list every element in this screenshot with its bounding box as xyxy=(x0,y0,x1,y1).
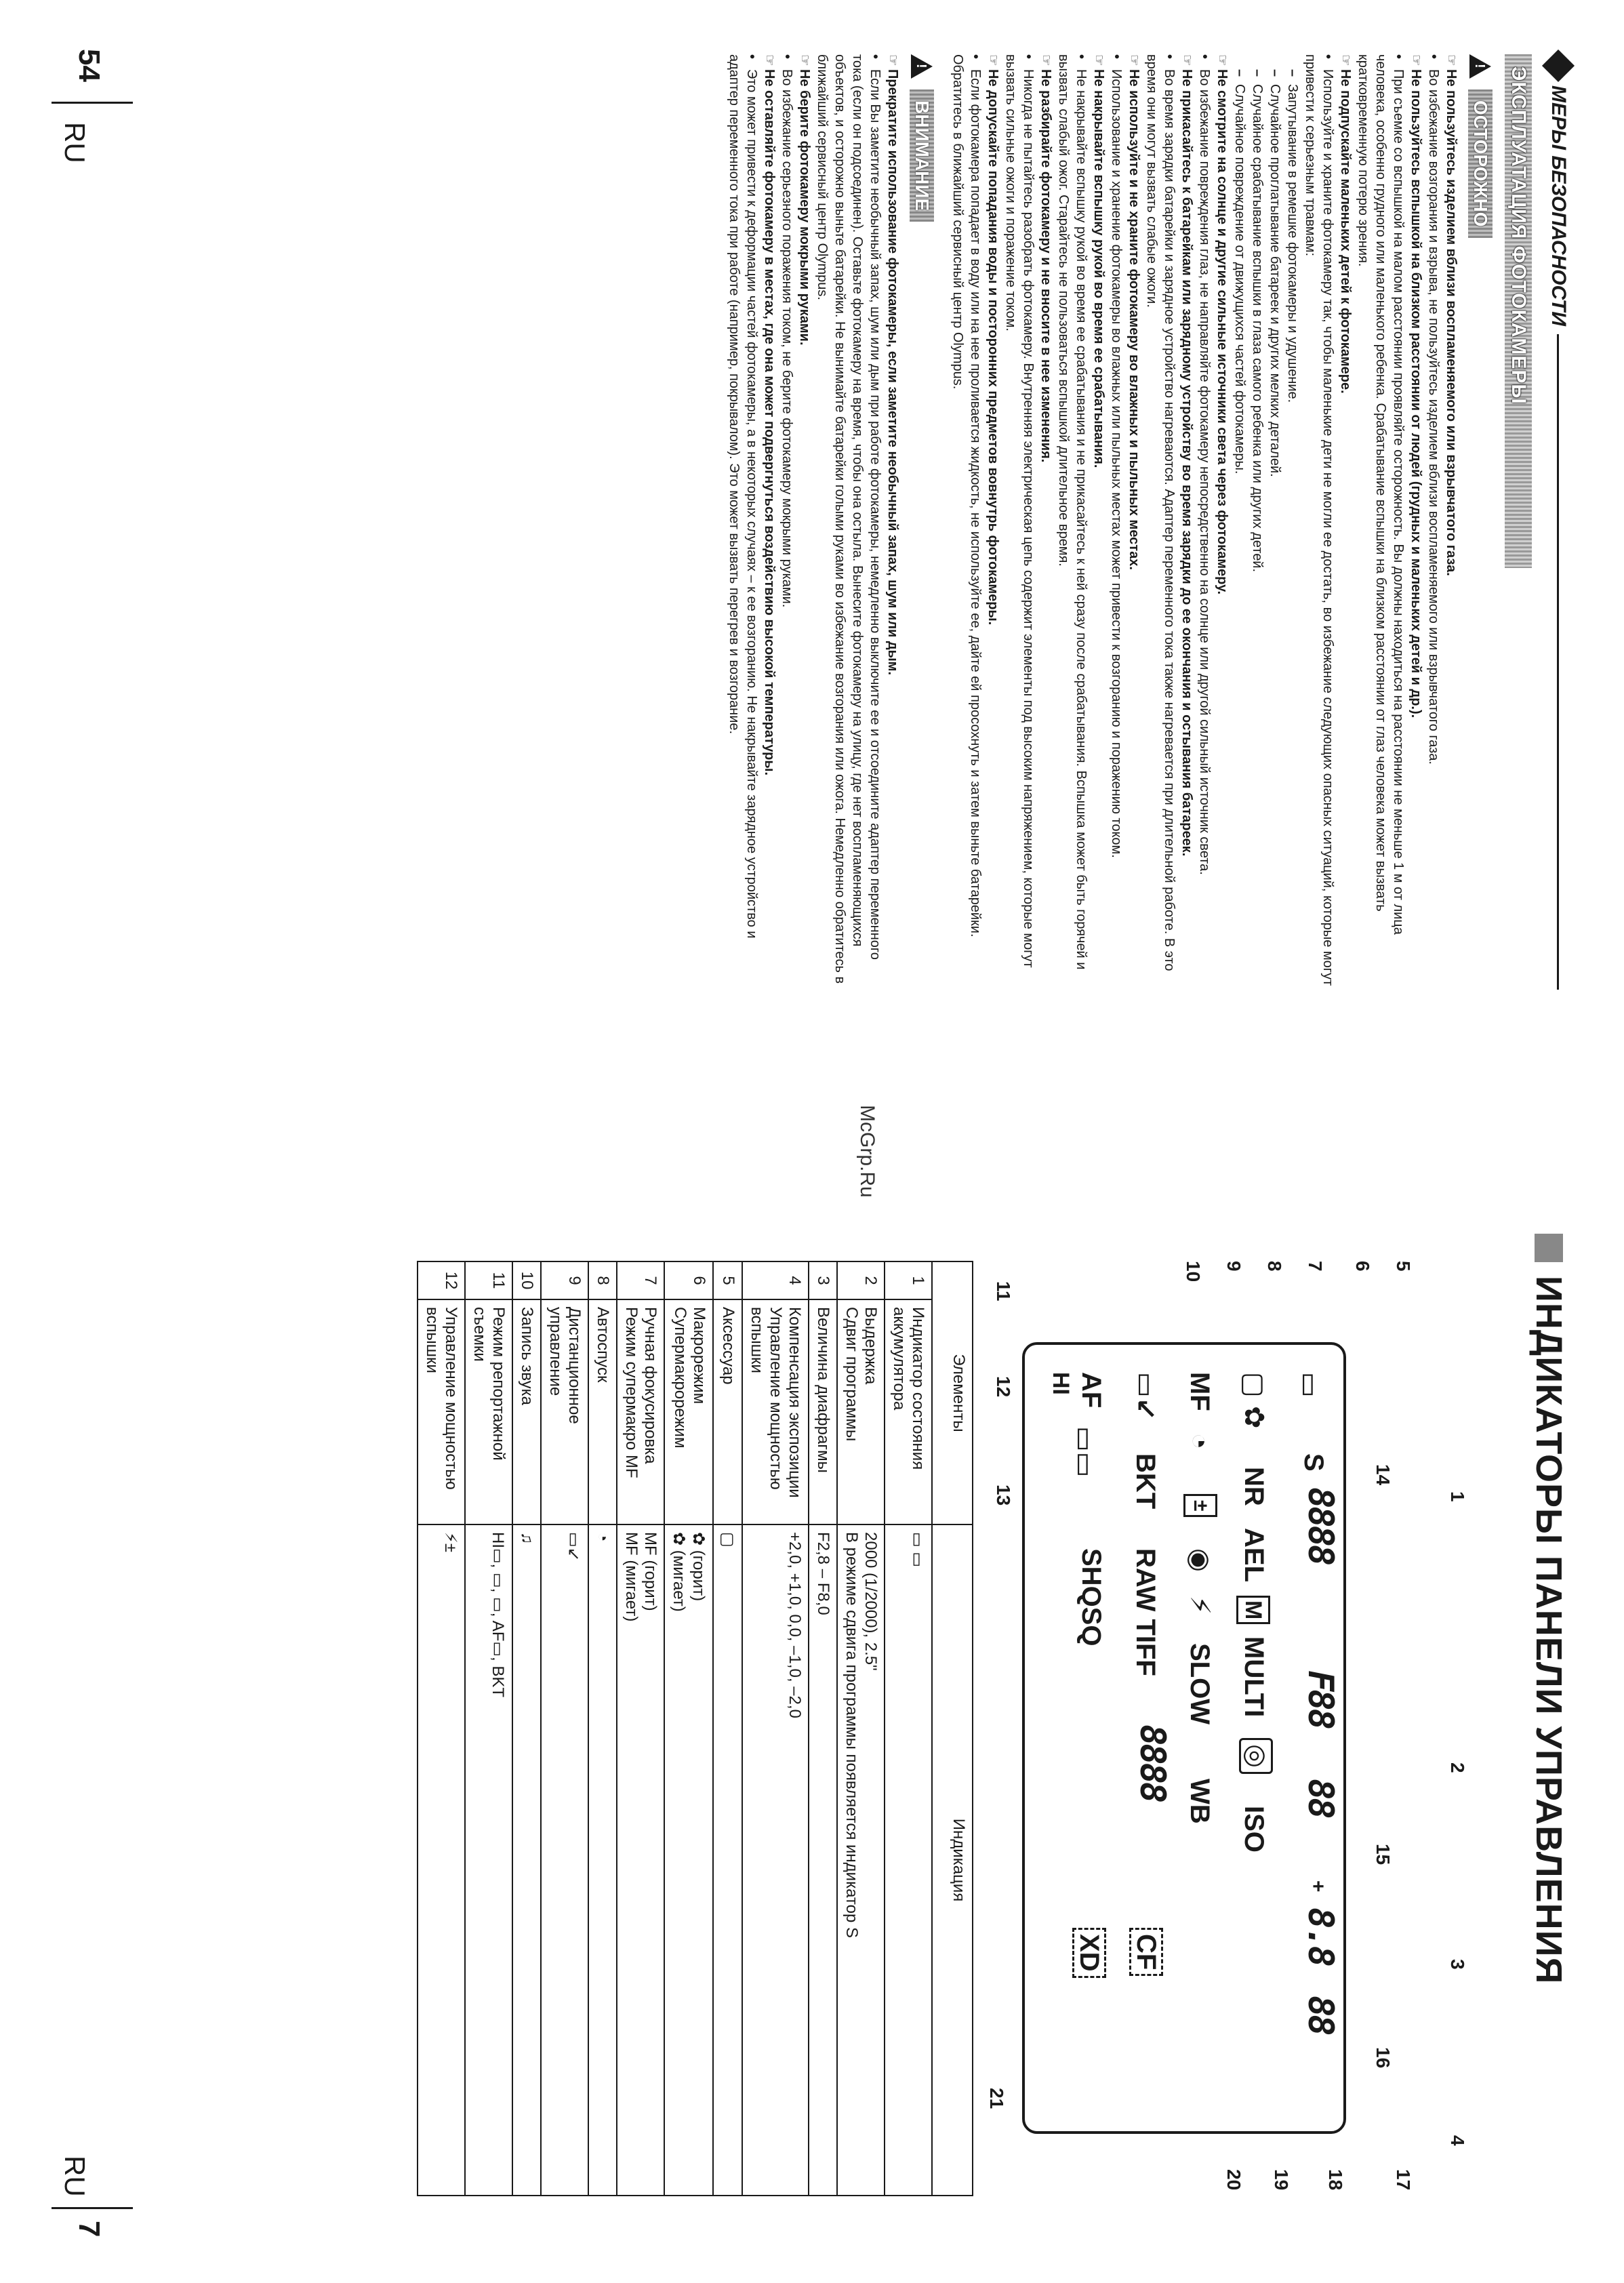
dash-marker: – xyxy=(1267,69,1282,77)
callout-number: 6 xyxy=(1352,1261,1373,1272)
flash-icon: ⚡ xyxy=(1185,1596,1215,1615)
indicators-page xyxy=(92,1234,1570,2210)
safety-item-text: Используйте и храните фотокамеру так, чтобы маленькие дети не могли ее достать, во избежание следующих опасных ситуаций, которые могут привести к серьезным травмам: xyxy=(1303,54,1335,986)
arrow-icon: ☞ xyxy=(1091,54,1106,66)
arrow-icon: ☞ xyxy=(1444,54,1459,66)
dash-marker: – xyxy=(1250,69,1265,77)
safety-item xyxy=(813,54,884,990)
m-box-indicator: M xyxy=(1236,1596,1270,1624)
callout-number: 11 xyxy=(993,1281,1014,1301)
safety-header xyxy=(1547,54,1570,990)
table-row xyxy=(809,1261,837,2196)
caution-label: ОСТОРОЖНО xyxy=(1468,89,1493,238)
watermark: McGrp.Ru xyxy=(856,1105,878,1198)
warning-label: ВНИМАНИЕ xyxy=(910,89,934,222)
iso-indicator: ISO xyxy=(1239,1806,1269,1853)
safety-item xyxy=(1337,54,1354,990)
row-indication: ▢ xyxy=(713,1524,742,2196)
safety-item-text: При съемке со вспышкой на малом расстоянии проявляйте осторожность. Вы должны находиться на расстоянии не меньше 1 м от лица человека, особенно грудного или маленького ребенка. Срабатывание вспышки на близком расстоянии от глаз человека может вызвать кратковременную потерю зрения. xyxy=(1356,54,1406,935)
row-indication: ⚡± xyxy=(418,1524,465,2196)
table-row xyxy=(664,1261,713,2196)
row-indication: ◔ xyxy=(588,1524,617,2196)
row-element: Выдержка Сдвиг программы xyxy=(837,1299,885,1524)
column-header-elements: Элементы xyxy=(932,1261,973,1524)
table-row xyxy=(588,1261,617,2196)
warning-triangle-icon xyxy=(1469,54,1491,79)
row-element: Ручная фокусировка Режим супермакро MF xyxy=(617,1299,664,1524)
page-lang-right: RU xyxy=(59,2156,91,2197)
row-indication: HI▭, ▭, ▭, AF▭, BKT xyxy=(465,1524,512,2196)
bullet-icon: • xyxy=(1109,54,1124,60)
red-eye-icon: ◉ xyxy=(1185,1548,1215,1572)
arrow-icon: ☞ xyxy=(1038,54,1053,66)
row-element: Величина диафрагмы xyxy=(809,1299,837,1524)
safety-item-text: Запутывание в ремешке фотокамеры и удушение. xyxy=(1285,84,1300,403)
indicator-table xyxy=(417,1261,973,2196)
cf-card-indicator: CF xyxy=(1129,1928,1163,1976)
accessory-icon: ▢ xyxy=(1239,1372,1269,1398)
row-number: 8 xyxy=(588,1261,617,1299)
metering-icon: ◎ xyxy=(1239,1738,1273,1774)
warning-label-row xyxy=(910,54,934,990)
column-header-indication: Индикация xyxy=(932,1524,973,2196)
safety-item-text: Во избежание повреждения глаз, не направляйте фотокамеру непосредственно на солнце или другой сильный источник света. xyxy=(1197,69,1212,875)
battery-icon: ▭ xyxy=(1295,1372,1324,1398)
safety-item-text: Использование и хранение фотокамеры во влажных или пыльных местах может привести к возгоранию и поражению током. xyxy=(1109,69,1124,858)
safety-item-text: Не пользуйтесь вспышкой на близком расстоянии от людей (грудных и маленьких детей и др.). xyxy=(1408,69,1423,719)
mf-indicator: MF xyxy=(1185,1372,1215,1411)
warning-triangle-icon xyxy=(911,54,933,79)
safety-item xyxy=(1301,54,1337,990)
callout-number: 7 xyxy=(1305,1261,1326,1272)
slow-indicator: SLOW xyxy=(1185,1643,1215,1724)
page-lang-left: RU xyxy=(59,122,91,163)
page-divider-right xyxy=(52,2207,133,2209)
control-panel-lcd xyxy=(1022,1342,1346,2134)
nr-indicator: NR xyxy=(1239,1467,1269,1506)
multi-indicator: MULTI xyxy=(1239,1636,1269,1718)
callout-number: 17 xyxy=(1393,2169,1414,2191)
bullet-icon: • xyxy=(1391,54,1406,60)
flash-comp-icon: ± xyxy=(1183,1494,1217,1517)
aperture-display: F88 xyxy=(1300,1670,1341,1728)
page-number-left: 54 xyxy=(73,49,106,82)
row-number: 3 xyxy=(809,1261,837,1299)
self-timer-icon: ◔ xyxy=(1185,1433,1215,1450)
remote-icon: ▭↙ xyxy=(1131,1372,1160,1421)
safety-item-text: Во избежание возгорания и взрыва, не пользуйтесь изделием вблизи воспламеняемого или взрывчатого газа. xyxy=(1426,69,1441,765)
table-row xyxy=(541,1261,588,2196)
safety-item-text: Это может привести к деформации частей фотокамеры, а в некоторых случаях – к ее возгоранию. Не накрывайте зарядное устройство и адаптер переменного тока при работе (например, покрывалом). Это может вызвать перегрев и возгорание. xyxy=(727,54,759,939)
bullet-icon: • xyxy=(1162,54,1177,60)
row-element: Автоспуск xyxy=(588,1299,617,1524)
row-indication: F2,8 – F8,0 xyxy=(809,1524,837,2196)
callout-number: 16 xyxy=(1373,2047,1394,2069)
arrow-icon: ☞ xyxy=(1338,54,1353,66)
title-square-icon xyxy=(1535,1234,1563,1262)
callout-number: 12 xyxy=(993,1376,1014,1398)
safety-item xyxy=(1284,54,1301,990)
indicator-table-body xyxy=(418,1261,932,2196)
safety-item xyxy=(1231,54,1249,990)
safety-item-text: Прекратите использование фотокамеры, если заметите необычный запах, шум или дым. xyxy=(885,69,900,676)
row-element: Макрорежим Супермакрорежим xyxy=(664,1299,713,1524)
table-header-row xyxy=(932,1261,973,2196)
bullet-icon: • xyxy=(1197,54,1212,60)
row-element: Дистанционное управление xyxy=(541,1299,588,1524)
safety-item xyxy=(984,54,1002,990)
row-indication: ♫ xyxy=(512,1524,541,2196)
safety-item-text: Не оставляйте фотокамеру в местах, где она может подвергнуться воздействию высокой температуры. xyxy=(762,69,777,776)
raw-tiff-indicator: RAW TIFF xyxy=(1131,1548,1160,1676)
table-row xyxy=(512,1261,541,2196)
diamond-icon xyxy=(1542,49,1575,82)
callout-number: 13 xyxy=(993,1484,1014,1506)
row-number: 12 xyxy=(418,1261,465,1299)
header-rule xyxy=(1558,334,1560,990)
row-indication: ✿ (горит) ✿ (мигает) xyxy=(664,1524,713,2196)
safety-item-text: Если фотокамера попадает в воду или на нее проливается жидкость, не используйте ее, дайте ей просохнуть и затем выньте батарейки. Обратитесь в ближайший сервисный центр Olympus. xyxy=(950,54,983,937)
warning-list xyxy=(725,54,901,990)
row-number: 2 xyxy=(837,1261,885,1299)
table-row xyxy=(713,1261,742,2196)
page-number-right: 7 xyxy=(73,2221,106,2238)
row-number: 10 xyxy=(512,1261,541,1299)
row-indication: MF (горит) MF (мигает) xyxy=(617,1524,664,2196)
bullet-icon: • xyxy=(1426,54,1441,60)
callout-number: 2 xyxy=(1447,1762,1468,1773)
callout-number: 18 xyxy=(1325,2169,1346,2191)
safety-item-text: Не подпускайте маленьких детей к фотокамере. xyxy=(1338,69,1353,394)
safety-item xyxy=(1213,54,1231,990)
bullet-icon: • xyxy=(1074,54,1089,60)
arrow-icon: ☞ xyxy=(1215,54,1230,66)
row-indication: ▭↙ xyxy=(541,1524,588,2196)
wb-indicator: WB xyxy=(1185,1779,1215,1824)
safety-item xyxy=(1249,54,1266,990)
arrow-icon: ☞ xyxy=(986,54,1000,66)
safety-item-text: Не накрывайте вспышку рукой во время ее срабатывания и не прикасайтесь к ней сразу после срабатывания. Вспышка может быть горячей и вызвать слабый ожог. Старайтесь не пользоваться вспышкой длительное время. xyxy=(1056,54,1089,970)
safety-item-text: Не берите фотокамеру мокрыми руками. xyxy=(797,69,812,346)
row-number: 9 xyxy=(541,1261,588,1299)
safety-item-text: Не допускайте попадания воды и посторонних предметов вовнутрь фотокамеры. xyxy=(986,69,1000,626)
row-element: Управление мощностью вспышки xyxy=(418,1299,465,1524)
safety-item-text: Случайное повреждение от движущихся частей фотокамеры. xyxy=(1232,84,1247,474)
safety-item-text: Случайное срабатывание вспышки в глаза самого ребенка или других детей. xyxy=(1250,84,1265,573)
caution-label-row xyxy=(1468,54,1493,990)
row-indication: ▭ ▭ xyxy=(885,1524,932,2196)
safety-item xyxy=(1090,54,1108,990)
row-indication: +2,0, +1,0, 0,0, –1,0, –2,0 xyxy=(742,1524,809,2196)
safety-item xyxy=(949,54,984,990)
safety-item-text: Если Вы заметите необычный запах, шум или дым при работе фотокамеры, немедленно выключите ее и отсоедините адаптер переменного тока (если он подсоединен). Оставьте фотокамеру на время, чтобы она остыла. Вынесите фотокамеру на улицу, где нет воспламеняющихся объектов, и осторожно выньте батарейки. Не вынимайте батарейки голыми руками во избежание возгорания или ожога. Немедленно обратитесь в ближайший сервисный центр Olympus. xyxy=(815,54,882,984)
row-number: 1 xyxy=(885,1261,932,1299)
caution-list xyxy=(949,54,1460,990)
ael-indicator: AEL xyxy=(1239,1528,1269,1582)
callout-number: 20 xyxy=(1223,2169,1244,2191)
safety-item xyxy=(1442,54,1460,990)
callout-number: 9 xyxy=(1223,1261,1244,1272)
quality-indicator: SHQSQ xyxy=(1076,1548,1106,1646)
table-row xyxy=(418,1261,465,2196)
drive-mode-icon: ▭▭ xyxy=(1070,1426,1099,1478)
safety-item-text: Не прикасайтесь к батарейкам или зарядному устройству во время зарядки до ее окончания и остывания батареек. xyxy=(1179,69,1194,857)
bullet-icon: • xyxy=(1021,54,1036,60)
safety-item xyxy=(1425,54,1442,990)
table-row xyxy=(617,1261,664,2196)
arrow-icon: ☞ xyxy=(797,54,812,66)
callout-number: 19 xyxy=(1271,2169,1292,2191)
table-row xyxy=(465,1261,512,2196)
row-number: 11 xyxy=(465,1261,512,1299)
safety-item xyxy=(1266,54,1284,990)
safety-item xyxy=(1143,54,1178,990)
table-row xyxy=(885,1261,932,2196)
row-element: Режим репортажной съемки xyxy=(465,1299,512,1524)
row-number: 7 xyxy=(617,1261,664,1299)
callout-number: 1 xyxy=(1447,1491,1468,1502)
safety-item xyxy=(1108,54,1125,990)
exposure-display-2: 88 xyxy=(1300,1996,1341,2034)
safety-item xyxy=(1055,54,1090,990)
row-number: 5 xyxy=(713,1261,742,1299)
callout-number: 3 xyxy=(1447,1959,1468,1970)
safety-item xyxy=(778,54,796,990)
frame-counter: 8888 xyxy=(1132,1724,1173,1802)
callout-number: 8 xyxy=(1264,1261,1285,1272)
row-element: Запись звука xyxy=(512,1299,541,1524)
safety-item-text: Во избежание серьезного поражения током, не берите фотокамеру мокрыми руками. xyxy=(779,69,794,608)
safety-item xyxy=(796,54,813,990)
safety-item-text: Не используйте и не храните фотокамеру во влажных и пыльных местах. xyxy=(1126,69,1141,570)
safety-item-text: Не накрывайте вспышку рукой во время ее срабатывания. xyxy=(1091,69,1106,468)
callout-number: 4 xyxy=(1447,2135,1468,2146)
section-bar-label: ЭКСПЛУАТАЦИЯ ФОТОКАМЕРЫ xyxy=(1507,66,1530,405)
row-element: Индикатор состояния аккумулятора xyxy=(885,1299,932,1524)
dash-marker: – xyxy=(1285,69,1300,77)
arrow-icon: ☞ xyxy=(1408,54,1423,66)
exposure-display: 8.8 xyxy=(1300,1907,1341,1965)
bullet-icon: • xyxy=(968,54,983,60)
safety-item-text: Во время зарядки батарейки и зарядное устройство нагреваются. Адаптер переменного тока также нагревается при длительной работе. В это время они могут вызвать слабые ожоги. xyxy=(1144,54,1177,971)
safety-item xyxy=(1354,54,1407,990)
safety-item-text: Не разбирайте фотокамеру и не вносите в нее изменения. xyxy=(1038,69,1053,463)
callout-number: 15 xyxy=(1373,1844,1394,1865)
arrow-icon: ☞ xyxy=(885,54,900,66)
safety-item-text: Никогда не пытайтесь разобрать фотокамеру. Внутренняя электрическая цепь содержит элементы под высоким напряжением, которые могут вызвать сильные ожоги и поражение током. xyxy=(1003,54,1036,968)
table-row xyxy=(742,1261,809,2196)
callout-number: 21 xyxy=(986,2088,1007,2109)
shutter-display: 8888 xyxy=(1300,1487,1341,1564)
bullet-icon: • xyxy=(744,54,759,60)
row-element: Компенсация экспозиции Управление мощностью вспышки xyxy=(742,1299,809,1524)
safety-item-text: Не смотрите на солнце и другие сильные источники света через фотокамеру. xyxy=(1215,69,1230,595)
dash-marker: – xyxy=(1232,69,1247,77)
row-number: 6 xyxy=(664,1261,713,1299)
bullet-icon: • xyxy=(868,54,882,60)
arrow-icon: ☞ xyxy=(1179,54,1194,66)
page-divider-left xyxy=(52,102,133,104)
row-indication: 2000 (1/2000), 2.5" В режиме сдвига программы появляется индикатор S xyxy=(837,1524,885,2196)
s-indicator: S xyxy=(1299,1453,1328,1472)
safety-item xyxy=(1002,54,1037,990)
safety-item xyxy=(1125,54,1143,990)
af-indicator: AF xyxy=(1076,1372,1106,1409)
safety-header-title: МЕРЫ БЕЗОПАСНОСТИ xyxy=(1547,85,1570,326)
section-bar xyxy=(1505,54,1532,568)
safety-item xyxy=(725,54,760,990)
plus-box: + xyxy=(1307,1880,1329,1893)
row-number: 4 xyxy=(742,1261,809,1299)
aperture-display-2: 88 xyxy=(1300,1779,1341,1817)
bkt-indicator: BKT xyxy=(1131,1453,1160,1510)
safety-item xyxy=(1407,54,1425,990)
indicators-title xyxy=(1528,1234,1570,2210)
hi-indicator: HI xyxy=(1048,1372,1074,1395)
safety-item xyxy=(1037,54,1055,990)
row-element: Аксессуар xyxy=(713,1299,742,1524)
arrow-icon: ☞ xyxy=(1126,54,1141,66)
callout-number: 14 xyxy=(1373,1464,1394,1486)
indicators-title-text: ИНДИКАТОРЫ ПАНЕЛИ УПРАВЛЕНИЯ xyxy=(1528,1276,1569,1985)
bullet-icon: • xyxy=(1320,54,1335,60)
macro-icon: ✿ xyxy=(1239,1406,1269,1429)
safety-item xyxy=(760,54,778,990)
safety-item xyxy=(1196,54,1213,990)
table-row xyxy=(837,1261,885,2196)
safety-item xyxy=(884,54,901,990)
safety-item-text: Случайное проглатывание батареек и других мелких деталей. xyxy=(1267,84,1282,477)
safety-item-text: Не пользуйтесь изделием вблизи воспламеняемого или взрывчатого газа. xyxy=(1444,69,1459,576)
xd-card-indicator: XD xyxy=(1072,1928,1106,1978)
callout-number: 5 xyxy=(1393,1261,1414,1272)
callout-number: 10 xyxy=(1183,1261,1204,1282)
safety-item xyxy=(1178,54,1196,990)
bullet-icon: • xyxy=(779,54,794,60)
safety-page xyxy=(146,54,1570,990)
arrow-icon: ☞ xyxy=(762,54,777,66)
